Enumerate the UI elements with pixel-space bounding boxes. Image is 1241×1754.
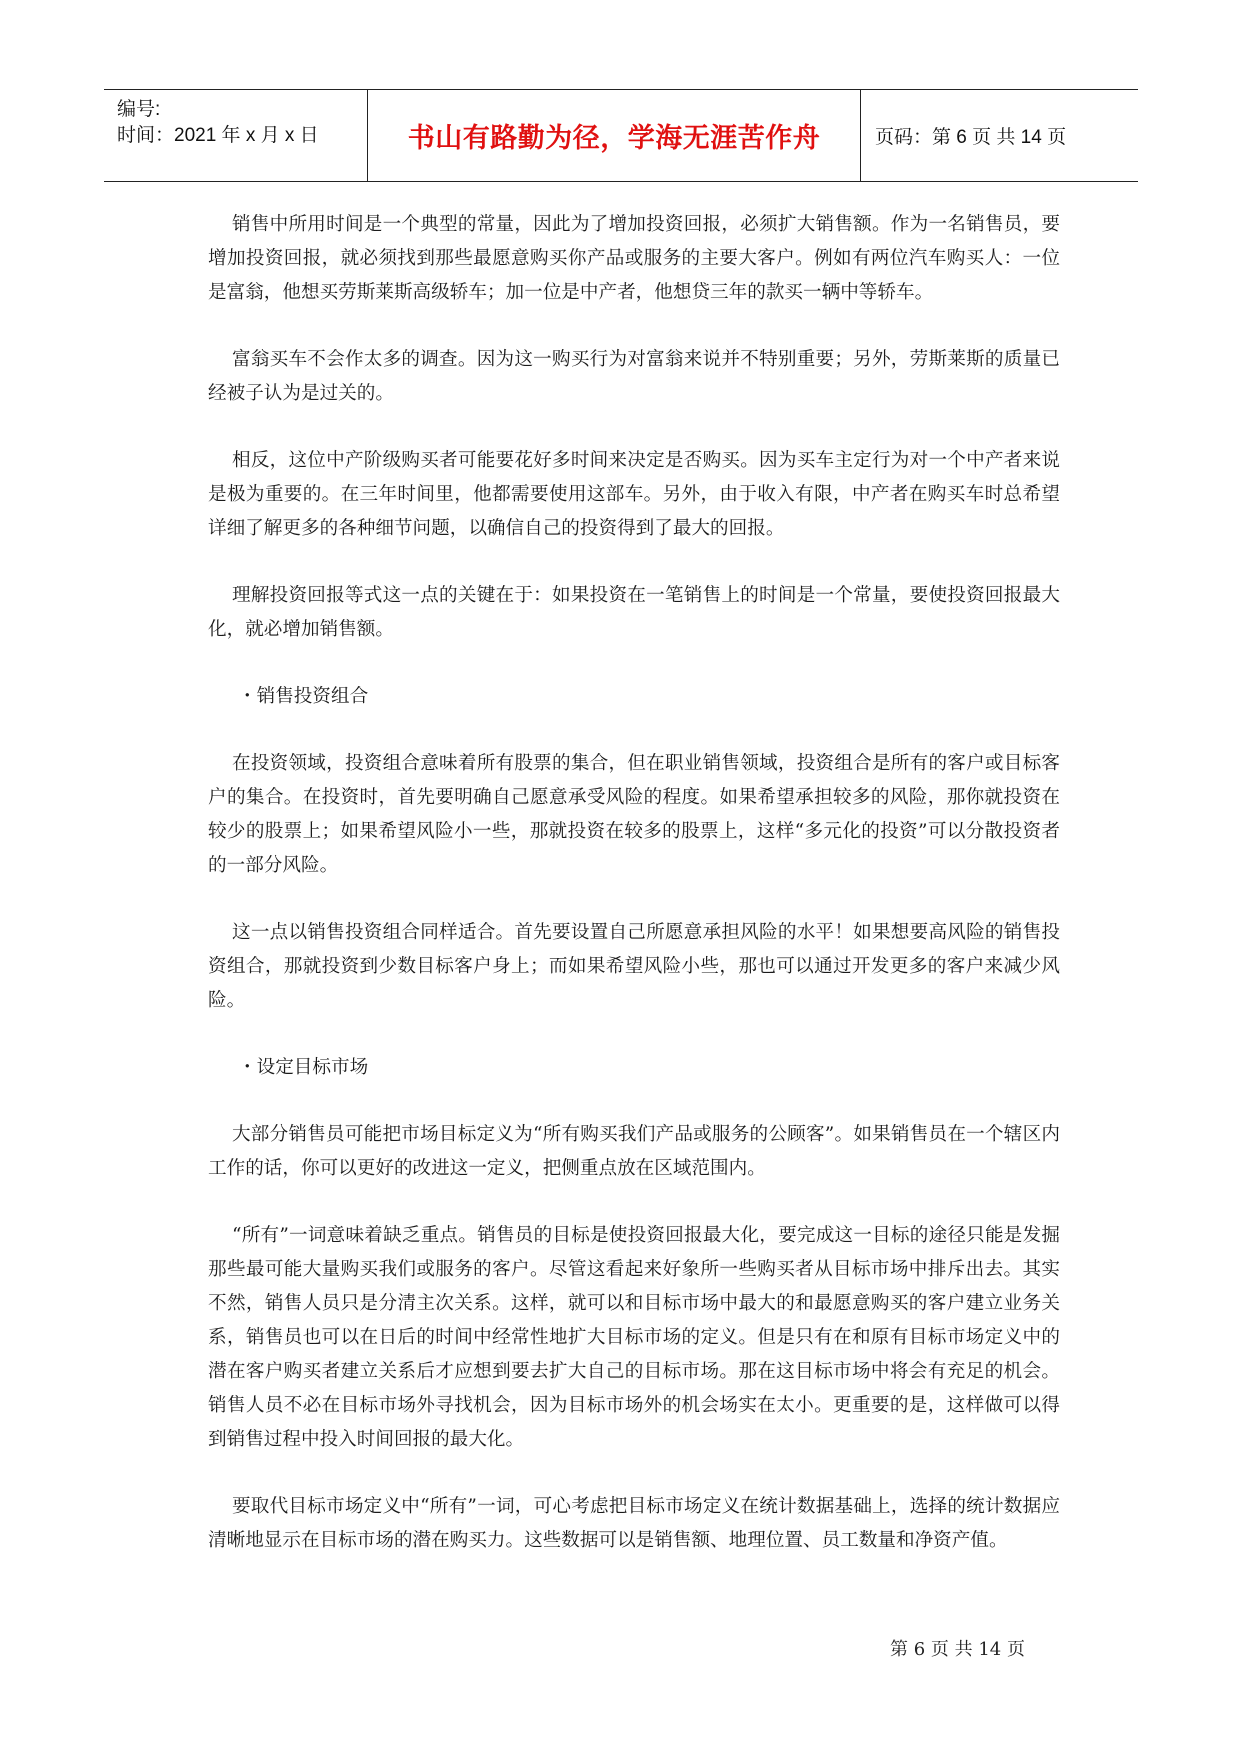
motto-title: 书山有路勤为径，学海无涯苦作舟 [407, 123, 821, 154]
paragraph: 这一点以销售投资组合同样适合。首先要设置自己所愿意承担风险的水平！如果想要高风险的销售投资组合，那就投资到少数目标客户身上；而如果希望风险小些，那也可以通过开发更多的客户来减少风险。 [208, 922, 1060, 1011]
header-motto-cell [368, 90, 861, 181]
paragraph: 要取代目标市场定义中“所有”一词，可心考虑把目标市场定义在统计数据基础上，选择的统计数据应清晰地显示在目标市场的潜在购买力。这些数据可以是销售额、地理位置、员工数量和净资产值。 [208, 1496, 1060, 1551]
document-body [208, 208, 1060, 1591]
header-info-cell [104, 90, 368, 181]
paragraph: “所有”一词意味着缺乏重点。销售员的目标是使投资回报最大化，要完成这一目标的途径只能是发掘那些最可能大量购买我们或服务的客户。尽管这看起来好象所一些购买者从目标市场中排斥出去。其实不然，销售人员只是分清主次关系。这样，就可以和目标市场中最大的和最愿意购买的客户建立业务关系，销售员也可以在日后的时间中经常性地扩大目标市场的定义。但是只有在和原有目标市场定义中的潜在客户购买者建立关系后才应想到要去扩大自己的目标市场。那在这目标市场中将会有充足的机会。销售人员不必在目标市场外寻找机会，因为目标市场外的机会场实在太小。更重要的是，这样做可以得到销售过程中投入时间回报的最大化。 [208, 1225, 1060, 1450]
paragraph: 相反，这位中产阶级购买者可能要花好多时间来决定是否购买。因为买车主定行为对一个中产者来说是极为重要的。在三年时间里，他都需要使用这部车。另外，由于收入有限，中产者在购买车时总希望详细了解更多的各种细节问题，以确信自己的投资得到了最大的回报。 [208, 450, 1060, 539]
page-footer: 第 6 页 共 14 页 [890, 1639, 1025, 1660]
document-header [104, 89, 1138, 182]
time-label: 时间：2021 年 x 月 x 日 [117, 125, 319, 146]
section-heading-portfolio: ・销售投资组合 [238, 686, 369, 707]
paragraph: 理解投资回报等式这一点的关键在于：如果投资在一笔销售上的时间是一个常量，要使投资回报最大化，就必增加销售额。 [208, 585, 1060, 640]
paragraph: 富翁买车不会作太多的调查。因为这一购买行为对富翁来说并不特别重要；另外，劳斯莱斯的质量已经被子认为是过关的。 [208, 349, 1060, 404]
paragraph: 大部分销售员可能把市场目标定义为“所有购买我们产品或服务的公顾客”。如果销售员在一个辖区内工作的话，你可以更好的改进这一定义，把侧重点放在区域范围内。 [208, 1124, 1060, 1179]
section-heading-target-market: ・设定目标市场 [238, 1057, 369, 1078]
header-page-cell [861, 90, 1138, 181]
paragraph: 销售中所用时间是一个典型的常量，因此为了增加投资回报，必须扩大销售额。作为一名销售员，要增加投资回报，就必须找到那些最愿意购买你产品或服务的主要大客户。例如有两位汽车购买人：一位是富翁，他想买劳斯莱斯高级轿车；加一位是中产者，他想贷三年的款买一辆中等轿车。 [208, 214, 1060, 303]
serial-number-label: 编号: [117, 99, 161, 120]
header-page-number: 页码：第 6 页 共 14 页 [875, 127, 1067, 148]
paragraph: 在投资领域，投资组合意味着所有股票的集合，但在职业销售领域，投资组合是所有的客户或目标客户的集合。在投资时，首先要明确自己愿意承受风险的程度。如果希望承担较多的风险，那你就投资在较少的股票上；如果希望风险小一些，那就投资在较多的股票上，这样“多元化的投资”可以分散投资者的一部分风险。 [208, 753, 1060, 876]
